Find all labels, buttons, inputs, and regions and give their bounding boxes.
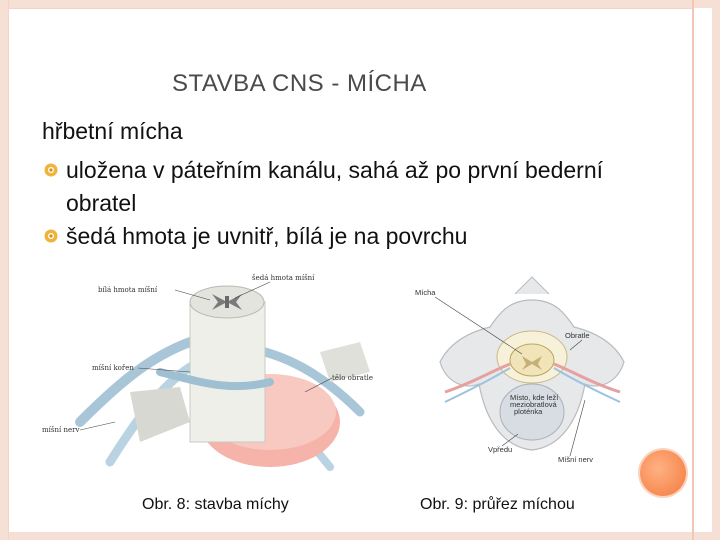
slide-heading: hřbetní mícha bbox=[42, 118, 183, 144]
frame-top-line bbox=[8, 8, 694, 9]
frame-left-line bbox=[8, 0, 9, 540]
sun-bullet-icon bbox=[44, 229, 58, 243]
label-disc-line: Místo, kde leží bbox=[510, 393, 559, 402]
bullet-list bbox=[44, 154, 664, 253]
bullet-text: uložena v páteřním kanálu, sahá až po první bederní obratel bbox=[66, 157, 604, 216]
label-white-matter: bílá hmota míšní bbox=[98, 286, 158, 294]
spinal-cord-structure-figure bbox=[40, 272, 385, 472]
label-spinal-nerve-2: Míšní nerv bbox=[558, 455, 594, 464]
label-gray-matter: šedá hmota míšní bbox=[252, 274, 315, 282]
label-vertebra-body: tělo obratle bbox=[332, 374, 374, 382]
frame-right-line bbox=[692, 0, 694, 540]
figure1-caption: Obr. 8: stavba míchy bbox=[142, 496, 289, 513]
spinal-cross-section-figure bbox=[410, 272, 655, 472]
label-disc-line: meziobratlová bbox=[510, 400, 557, 409]
label-disc-line: ploténka bbox=[514, 407, 543, 416]
slide-title: STAVBA CNS - MÍCHA bbox=[172, 70, 427, 97]
label-nerve-root: míšní kořen bbox=[92, 364, 134, 372]
bullet-item bbox=[44, 220, 664, 253]
sun-bullet-icon bbox=[44, 163, 58, 177]
label-spinal-nerve: míšní nerv bbox=[42, 426, 80, 434]
bullet-text: šedá hmota je uvnitř, bílá je na povrchu bbox=[66, 223, 468, 249]
label-front: Vpředu bbox=[488, 445, 513, 454]
bullet-item bbox=[44, 154, 664, 220]
label-spinal-cord: Mícha bbox=[415, 288, 436, 297]
figure2-caption: Obr. 9: průřez míchou bbox=[420, 496, 575, 513]
label-vertebra: Obratle bbox=[565, 331, 590, 340]
